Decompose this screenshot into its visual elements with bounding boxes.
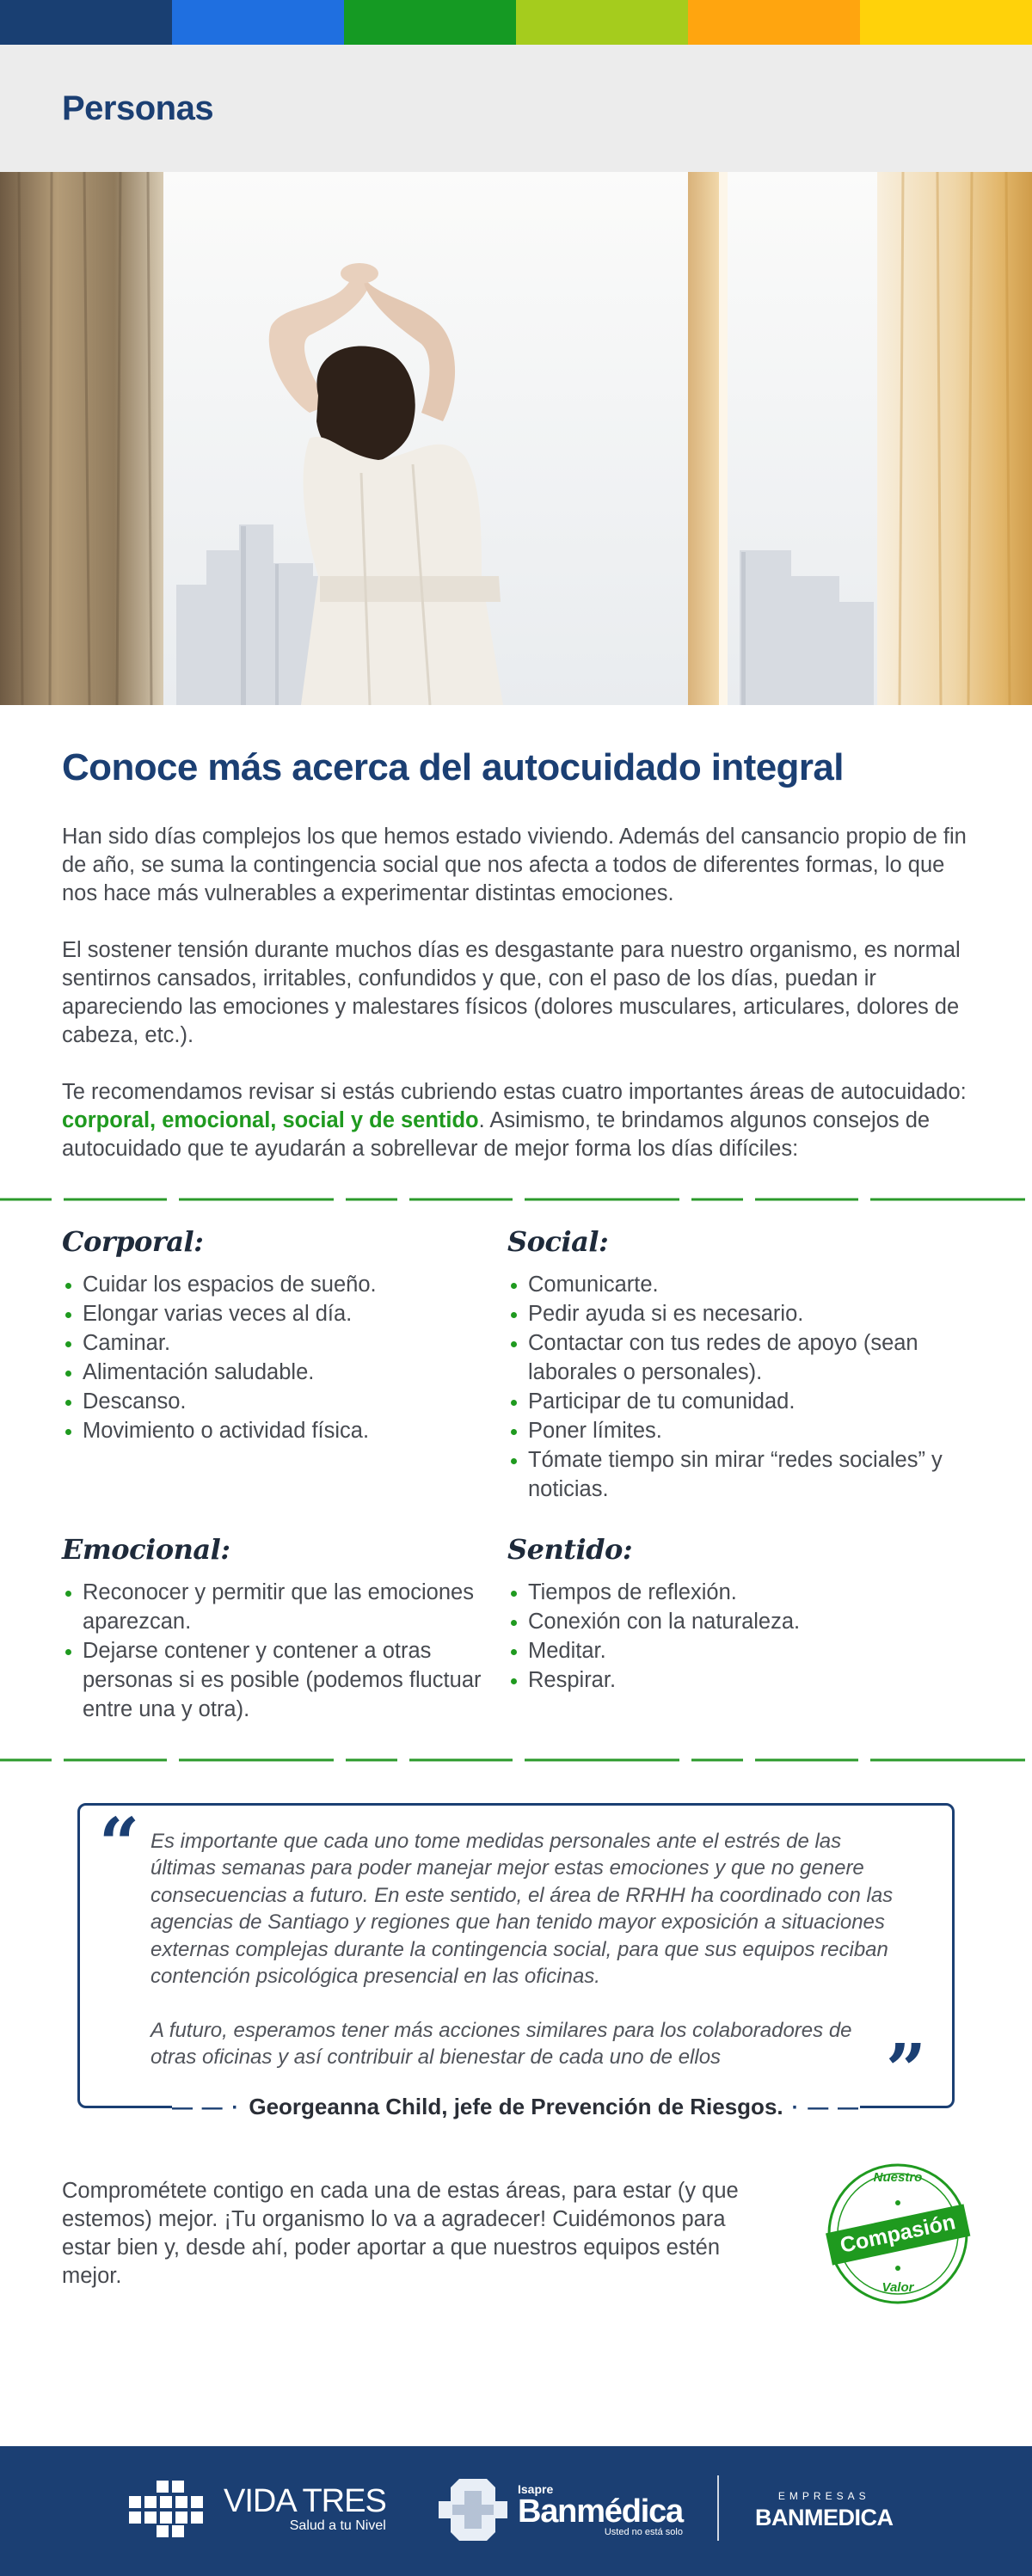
vidatres-tagline: Salud a tu Nivel: [289, 2518, 386, 2533]
list-item: Respirar.: [507, 1665, 955, 1695]
vidatres-name: VIDA TRES: [224, 2483, 386, 2519]
list-item: Alimentación saludable.: [62, 1358, 507, 1387]
section-header: [0, 45, 1032, 172]
footer-brands: [0, 2446, 1032, 2576]
list-item: Conexión con la naturaleza.: [507, 1607, 955, 1636]
section-title: Personas: [62, 89, 214, 127]
empresas-banmedica-logo: [755, 2491, 894, 2530]
stamp-bottom-text: Valor: [882, 2279, 914, 2295]
list-item: Elongar varias veces al día.: [62, 1299, 507, 1328]
list-item: Reconocer y permitir que las emociones aparezcan.: [62, 1578, 507, 1636]
compassion-value-stamp: [822, 2158, 974, 2309]
area-emocional-list: [62, 1578, 507, 1724]
stamp-top-text: Nuestro: [873, 2169, 923, 2185]
areas-highlight: corporal, emocional, social y de sentido: [62, 1107, 479, 1132]
area-social: [507, 1225, 955, 1504]
color-segment-orange: [688, 0, 860, 45]
list-item: Meditar.: [507, 1636, 955, 1665]
banmedica-logo: [433, 2475, 683, 2544]
color-segment-blue: [172, 0, 344, 45]
article-paragraph-1: Han sido días complejos los que hemos estado viviendo. Además del cansancio propio de fin de año, se suma la contingencia social que nos afecta a todos de diferentes formas, lo que nos hace más vulnerables a experimentar distintas emociones.: [62, 824, 967, 905]
quote-paragraph-2: A futuro, esperamos tener más acciones similares para los colaboradores de otras oficinas y así contribuir al bienestar de cada uno de ellos: [150, 2018, 852, 2070]
stamp-main-text: Compasión: [838, 2209, 958, 2258]
close-quote-icon: ”: [885, 2028, 926, 2112]
area-social-list: [507, 1270, 955, 1504]
woman-stretching-window-illustration: [0, 172, 1032, 705]
area-corporal-list: [62, 1270, 507, 1445]
list-item: Descanso.: [62, 1387, 507, 1416]
author-dash-left: — — ·: [172, 2095, 241, 2119]
self-care-areas: [0, 1225, 1032, 1724]
area-corporal-title: Corporal:: [62, 1224, 204, 1258]
banmedica-tagline: Usted no está solo: [604, 2526, 683, 2537]
dashed-divider-bottom: [0, 1758, 1032, 1762]
area-emocional-title: Emocional:: [62, 1532, 230, 1566]
list-item: Cuidar los espacios de sueño.: [62, 1270, 507, 1299]
article-paragraph-2: El sostener tensión durante muchos días es desgastante para nuestro organismo, es normal sentirnos cansados, irritables, confundidos y que, con el paso de los días, puedan ir apareciendo las emociones y malestares físicos (dolores musculares, articulares, dolores de cabeza, etc.).: [62, 937, 961, 1047]
list-item: Comunicarte.: [507, 1270, 955, 1299]
area-social-title: Social:: [507, 1224, 609, 1258]
list-item: Movimiento o actividad física.: [62, 1416, 507, 1445]
color-segment-green: [344, 0, 516, 45]
list-item: Contactar con tus redes de apoyo (sean laborales o personales).: [507, 1328, 955, 1387]
list-item: Pedir ayuda si es necesario.: [507, 1299, 955, 1328]
area-corporal: [62, 1225, 507, 1504]
list-item: Participar de tu comunidad.: [507, 1387, 955, 1416]
footer-separator: [717, 2475, 719, 2541]
color-segment-yellow: [860, 0, 1032, 45]
list-item: Dejarse contener y contener a otras personas si es posible (podemos fluctuar entre una y otra).: [62, 1636, 507, 1724]
hero-image: [0, 172, 1032, 705]
empresas-label: EMPRESAS: [777, 2490, 870, 2502]
paragraph-3-intro: Te recomendamos revisar si estás cubriendo estas cuatro importantes áreas de autocuidado:: [62, 1079, 967, 1104]
paragraph-3-outro: . Asimismo, te brindamos algunos consejos de autocuidado que te ayudarán a sobrellevar de mejor forma los días difíciles:: [62, 1107, 931, 1161]
banmedica-cross-icon: [433, 2475, 511, 2544]
quote-paragraph-1: Es importante que cada uno tome medidas personales ante el estrés de las últimas semanas para poder manejar mejor estas emociones y que no genere consecuencias a futuro. En este sentido, el área de RRHH ha coordinado con las agencias de Santiago y regiones que han tenido mayor exposición a situaciones externas complejas durante la contingencia social, para que sus equipos reciban contención psicológica presencial en las oficinas.: [150, 1829, 894, 1989]
quote-author: [80, 2094, 952, 2120]
banmedica-name: Banmédica: [518, 2493, 683, 2530]
article-title: Conoce más acerca del autocuidado integral: [62, 746, 844, 788]
area-sentido: [507, 1533, 955, 1724]
article-body: [0, 746, 1032, 1163]
area-emocional: [62, 1533, 507, 1724]
banmedica-prefix: Isapre: [518, 2481, 554, 2496]
empresas-banmedica-name: BANMEDICA: [755, 2505, 894, 2530]
list-item: Tiempos de reflexión.: [507, 1578, 955, 1607]
color-segment-lime: [516, 0, 688, 45]
top-color-bar: [0, 0, 1032, 45]
list-item: Tómate tiempo sin mirar “redes sociales” y noticias.: [507, 1445, 955, 1504]
area-sentido-title: Sentido:: [507, 1532, 633, 1566]
testimonial-quote: [77, 1802, 955, 2119]
list-item: Caminar.: [62, 1328, 507, 1358]
closing-text: Comprométete contigo en cada una de estas áreas, para estar (y que estemos) mejor. ¡Tu organismo lo va a agradecer! Cuidémonos para estar bien y, desde ahí, poder aportar a que nuestros equipos estén mejor.: [62, 2178, 739, 2288]
closing-section: [0, 2158, 1032, 2309]
vidatres-logo: [129, 2481, 386, 2537]
color-segment-navy: [0, 0, 172, 45]
author-dash-right: · — —: [791, 2095, 860, 2119]
vidatres-cross-icon: [129, 2481, 212, 2537]
open-quote-icon: “: [99, 1802, 140, 1886]
area-sentido-list: [507, 1578, 955, 1695]
article-paragraph-3: [62, 1078, 970, 1163]
list-item: Poner límites.: [507, 1416, 955, 1445]
dashed-divider-top: [0, 1198, 1032, 1201]
author-name: Georgeanna Child, jefe de Prevención de Riesgos.: [240, 2094, 791, 2119]
